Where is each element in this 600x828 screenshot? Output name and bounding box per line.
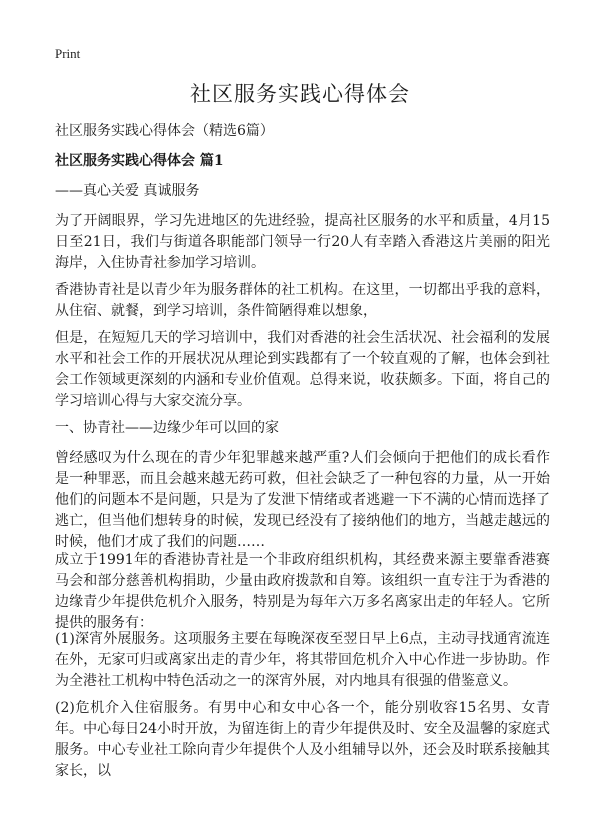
document-subtitle: 社区服务实践心得体会（精选6篇） (55, 123, 274, 139)
paragraph: 成立于1991年的香港协青社是一个非政府组织机构，其经费来源主要靠香港赛马会和部分慈善机构捐助，少量由政府拨款和自筹。该组织一直专注于为香港的边缘青少年提供危机介入服务，特别是为每年六万多名离家出走的年轻人。它所提供的服务有： (55, 552, 550, 631)
paragraph: (1)深宵外展服务。这项服务主要在每晚深夜至翌日早上6点，主动寻找通宵流连在外，无家可归或离家出走的青少年，将其带回危机介入中心作进一步协助。作为全港社工机构中特色活动之一的深宵外展，对内地具有很强的借鉴意义。 (55, 631, 550, 689)
section-heading: 社区服务实践心得体会 篇1 (55, 153, 224, 169)
page-title: 社区服务实践心得体会 (190, 82, 410, 106)
subsection-heading: 一、协青社——边缘少年可以回的家 (55, 420, 279, 436)
motto-line: ——真心关爱 真诚服务 (55, 183, 200, 199)
paragraph: (2)危机介入住宿服务。有男中心和女中心各一个，能分别收容15名男、女青年。中心每日24小时开放，为留连街上的青少年提供及时、安全及温馨的家庭式服务。中心专业社工除向青少年提供个人及小组辅导以外，还会及时联系接触其家长，以 (55, 700, 550, 779)
paragraph: 但是，在短短几天的学习培训中，我们对香港的社会生活状况、社会福利的发展水平和社会工作的开展状况从理论到实践都有了一个较直观的了解，也体会到社会工作领域更深刻的内涵和专业价值观。总得来说，收获颇多。下面，将自己的学习培训心得与大家交流分享。 (55, 330, 550, 409)
paragraph: 为了开阔眼界，学习先进地区的先进经验，提高社区服务的水平和质量，4月15日至21日，我们与街道各职能部门领导一行20人有幸踏入香港这片美丽的阳光海岸，入住协青社参加学习培训。 (55, 213, 550, 271)
print-link[interactable]: Print (55, 46, 81, 61)
paragraph: 香港协青社是以青少年为服务群体的社工机构。在这里，一切都出乎我的意料，从住宿、就餐，到学习培训，条件简陋得难以想象， (55, 282, 550, 319)
paragraph: 曾经感叹为什么现在的青少年犯罪越来越严重?人们会倾向于把他们的成长看作是一种罪恶，而且会越来越无药可救，但社会缺乏了一种包容的力量，从一开始他们的问题本不是问题，只是为了发泄下情绪或者逃避一下不满的心情而选择了逃亡，但当他们想转身的时候，发现已经没有了接纳他们的地方，当越走越远的时候，他们才成了我们的问题…… (55, 450, 550, 550)
